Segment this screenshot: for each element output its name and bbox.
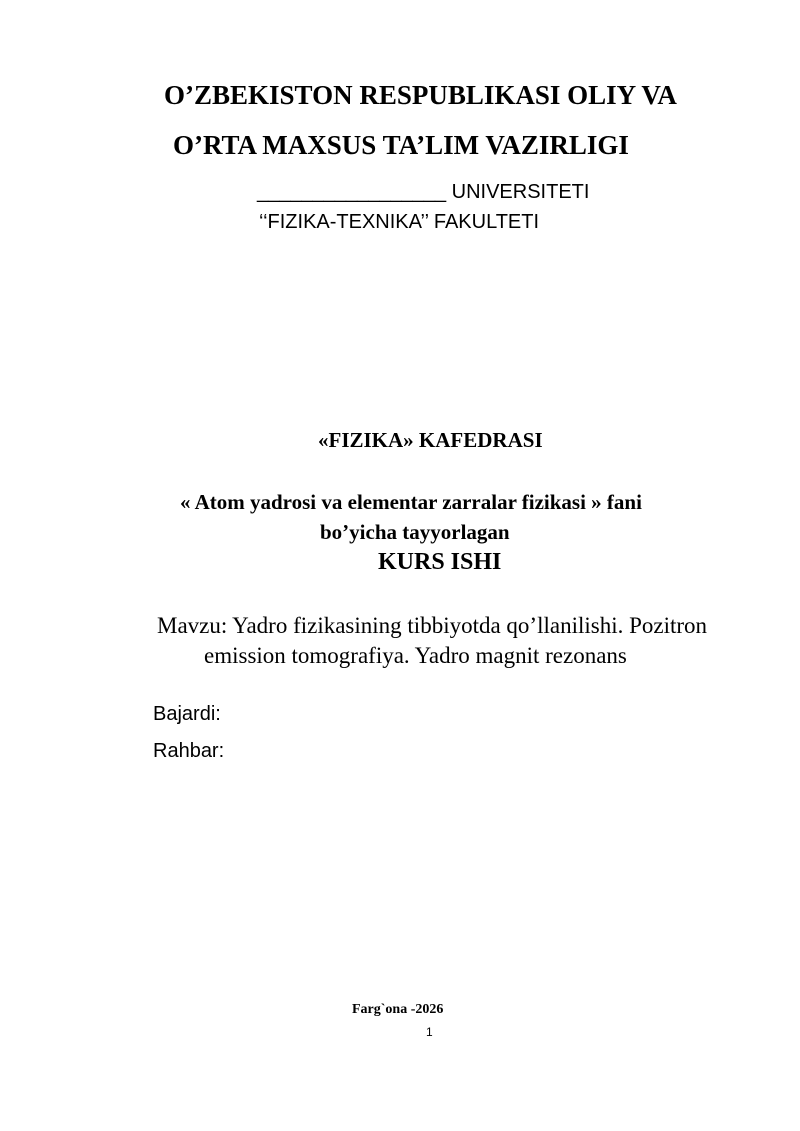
topic-line-2: emission tomografiya. Yadro magnit rezonans bbox=[204, 643, 627, 668]
university-line: _________________ UNIVERSITETI bbox=[257, 181, 590, 203]
subject-line-1: « Atom yadrosi va elementar zarralar fizikasi » fani bbox=[180, 490, 642, 514]
subject-line-2: bo’yicha tayyorlagan bbox=[320, 520, 510, 544]
performer-label: Bajardi: bbox=[153, 703, 221, 725]
ministry-title-line-1: O’ZBEKISTON RESPUBLIKASI OLIY VA bbox=[164, 80, 677, 110]
ministry-title-line-2: O’RTA MAXSUS TA’LIM VAZIRLIGI bbox=[173, 130, 629, 160]
faculty-line: ‘‘FIZIKA-TEXNIKA’’ FAKULTETI bbox=[259, 211, 540, 233]
page-number: 1 bbox=[426, 1025, 433, 1039]
work-type-title: KURS ISHI bbox=[378, 549, 502, 575]
department-name: «FIZIKA» KAFEDRASI bbox=[318, 428, 543, 452]
topic-line-1: Mavzu: Yadro fizikasining tibbiyotda qo’llanilishi. Pozitron bbox=[157, 613, 708, 638]
supervisor-label: Rahbar: bbox=[153, 740, 225, 762]
place-year: Farg`ona -2026 bbox=[352, 1002, 444, 1017]
